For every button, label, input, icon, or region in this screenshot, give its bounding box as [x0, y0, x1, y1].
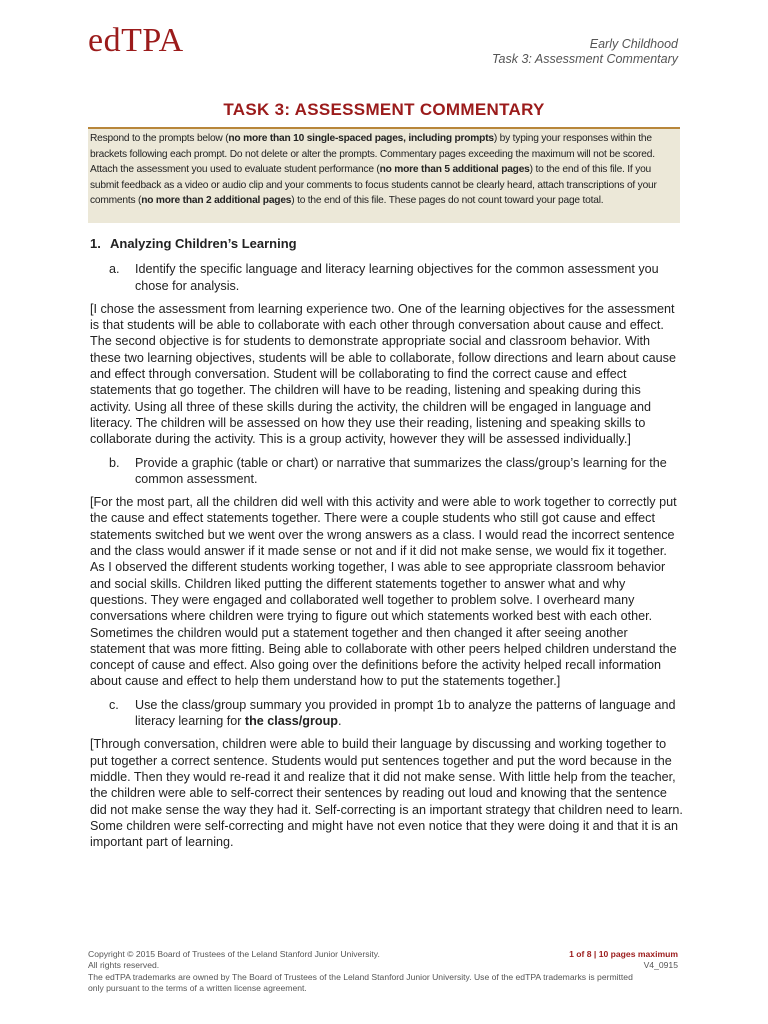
- section-title: Analyzing Children’s Learning: [110, 236, 297, 251]
- prompt-b: [109, 455, 684, 488]
- commentary-content: [88, 236, 684, 857]
- header-subject: Early Childhood: [589, 37, 678, 51]
- prompt-c-text: Use the class/group summary you provided in prompt 1b to analyze the patterns of language and literacy learning for: [135, 697, 676, 729]
- instructions-text-1: Respond to the prompts below (: [90, 133, 229, 144]
- version-label: V4_0915: [643, 960, 678, 971]
- instructions-bold-3: no more than 2 additional pages: [141, 195, 292, 207]
- prompt-c-bold: the class/group: [244, 714, 338, 729]
- edtpa-logo: edTPA: [88, 22, 184, 59]
- prompt-text: Identify the specific language and literacy learning objectives for the common assessment you chose for analysis.: [135, 262, 659, 293]
- section-number: 1.: [90, 236, 101, 251]
- instructions-box: [88, 127, 680, 223]
- prompt-letter: c.: [109, 697, 119, 712]
- prompt-c-end: .: [337, 714, 342, 729]
- instructions-text-2: ) by typing your responses within the brackets following each prompt. Do not delete or alter the prompts. Commentary pages exceeding the maximum will not be scored. Attach the assessment you used to evaluate student performance (: [90, 133, 655, 176]
- prompt-letter: b.: [109, 455, 120, 470]
- response-b[interactable]: [For the most part, all the children did well with this activity and were able to work together to correctly put the cause and effect statements together. There were a couple students who still got cause and effect statements switched but we went over the wrong answers as a class. I would read the incorrect sentence and the class would answer if it made sense or not and if it did not make sense, we would fix it together. As I observed the different students working together, I was able to see appropriate classroom behavior and social skills. Children liked putting the different statements together to answer what and why questions. They were engaged and collaborated well together to problem solve. I overheard many conversations where children were trying to figure out which statements worked best with each other. Sometimes the children would put a statement together and then changed it after seeing another statement that was more fitting. Being able to collaborate with other peers helped children understand the concept of cause and effect. Also going over the definitions before the activity helped recall information about cause and effect to help them understand how to put the statements together.]: [90, 495, 677, 689]
- instructions-text-4: ) to the end of this file. These pages do not count toward your page total.: [291, 195, 604, 207]
- footer-rights: All rights reserved.: [88, 960, 160, 971]
- response-a[interactable]: [I chose the assessment from learning experience two. One of the learning objectives for the assessment is that students will be able to collaborate with each other through conversation about cause and effect. The second objective is for students to demonstrate appropriate social and classroom behavior. With these two learning objectives, students will be able to collaborate, follow directions and learn about cause and effect through conversation. Student will be collaborating to find the correct cause and effect statements that go together. The children will have to be reading, listening and speaking during this activity. Using all three of these skills during the activity, the children will be engaged in language and literacy. The children will be assessed on how they use their reading, listening and speaking skills to collaborate during the activity. This is a group activity, however they will be assessed individually.]: [90, 301, 676, 447]
- section-heading: [90, 236, 684, 252]
- instructions-bold-1: no more than 10 single-spaced pages, including prompts: [228, 133, 494, 144]
- footer-legal: [88, 949, 648, 995]
- instructions-text-3: ) to the end of this file. If you submit feedback as a video or audio clip and your comments to focus students cannot be clearly heard, attach transcriptions of your comments (: [90, 164, 657, 207]
- header-task: Task 3: Assessment Commentary: [492, 52, 678, 66]
- prompt-text: [135, 697, 684, 730]
- page-count: 1 of 8 | 10 pages maximum: [569, 949, 678, 959]
- prompt-a: [109, 261, 684, 294]
- page-header: [492, 37, 678, 67]
- instructions-bold-2: no more than 5 additional pages: [379, 164, 530, 176]
- prompt-c: [109, 697, 684, 730]
- footer-trademark: The edTPA trademarks are owned by The Board of Trustees of the Leland Stanford Junior University. Use of the edTPA trademarks is permitted only pursuant to the terms of a written license agreement.: [88, 971, 633, 994]
- page-title: TASK 3: ASSESSMENT COMMENTARY: [223, 100, 545, 119]
- footer-page-info: [569, 949, 678, 972]
- footer-copyright: Copyright © 2015 Board of Trustees of the Leland Stanford Junior University.: [88, 949, 380, 959]
- prompt-text: Provide a graphic (table or chart) or narrative that summarizes the class/group’s learning for the common assessment.: [135, 455, 667, 486]
- prompt-letter: a.: [109, 262, 120, 277]
- response-c[interactable]: [Through conversation, children were able to build their language by discussing and working together to put together a correct sentence. Students would put sentences together and put the word because in the middle. Then they would re-read it and realize that it did not make sense. With little help from the teacher, the children were able to self-correct their sentences by reading out loud and knowing that the sentence did not make sense the way they had it. Self-correcting is an important strategy that children need to learn. Some children were self-correcting and might have not even notice that they were doing it and that it is an important part of learning.: [90, 737, 683, 850]
